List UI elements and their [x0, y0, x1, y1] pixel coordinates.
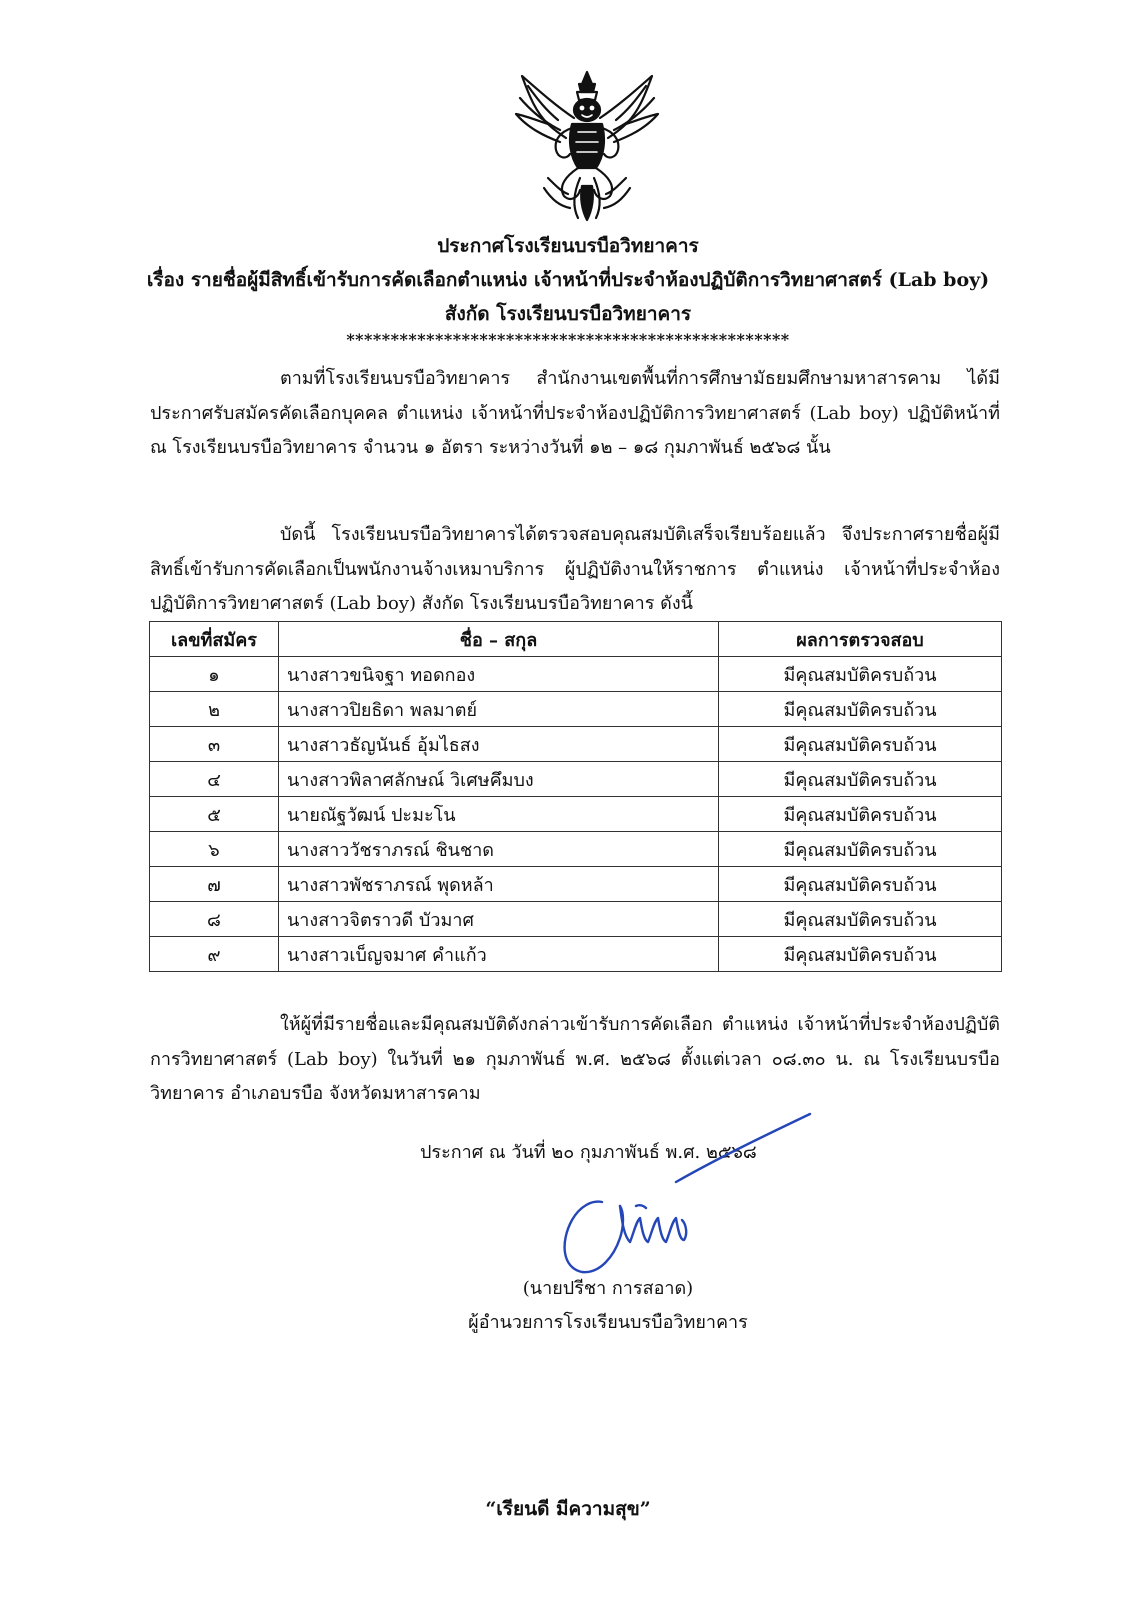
cell-name: นางสาวพิลาศลักษณ์ วิเศษคึมบง	[279, 762, 719, 797]
cell-no: ๑	[150, 657, 279, 692]
cell-no: ๕	[150, 797, 279, 832]
cell-name: นางสาวปิยธิดา พลมาตย์	[279, 692, 719, 727]
school-motto: “เรียนดี มีความสุข”	[485, 1498, 651, 1520]
signer-name: (นายปรีชา การสอาด)	[522, 1278, 694, 1299]
cell-result: มีคุณสมบัติครบถ้วน	[719, 797, 1002, 832]
announcement-date: ประกาศ ณ วันที่ ๒๐ กุมภาพันธ์ พ.ศ. ๒๕๖๘	[420, 1142, 757, 1163]
cell-no: ๒	[150, 692, 279, 727]
table-row	[150, 832, 1002, 867]
cell-name: นางสาวเบ็ญจมาศ คำแก้ว	[279, 937, 719, 972]
cell-name: นางสาวพัชราภรณ์ พุดหล้า	[279, 867, 719, 902]
header-application-no: เลขที่สมัคร	[150, 622, 279, 657]
cell-result: มีคุณสมบัติครบถ้วน	[719, 727, 1002, 762]
document-title: ประกาศโรงเรียนบรบือวิทยาคาร	[437, 235, 699, 257]
table-row	[150, 902, 1002, 937]
table-row	[150, 762, 1002, 797]
signature-icon	[548, 1108, 818, 1280]
cell-no: ๓	[150, 727, 279, 762]
table-header-row	[150, 622, 1002, 657]
document-subject: เรื่อง รายชื่อผู้มีสิทธิ์เข้ารับการคัดเลือกตำแหน่ง เจ้าหน้าที่ประจำห้องปฏิบัติการวิทยาศาสตร์ (Lab boy)	[146, 269, 990, 291]
cell-result: มีคุณสมบัติครบถ้วน	[719, 762, 1002, 797]
cell-name: นางสาววัชราภรณ์ ชินชาด	[279, 832, 719, 867]
cell-result: มีคุณสมบัติครบถ้วน	[719, 867, 1002, 902]
paragraph-instruction	[150, 1008, 1000, 1112]
cell-result: มีคุณสมบัติครบถ้วน	[719, 902, 1002, 937]
paragraph-result	[150, 518, 1000, 622]
separator-line: **************************************************	[346, 330, 790, 349]
cell-result: มีคุณสมบัติครบถ้วน	[719, 832, 1002, 867]
cell-no: ๘	[150, 902, 279, 937]
cell-name: นางสาวจิตราวดี บัวมาศ	[279, 902, 719, 937]
cell-no: ๔	[150, 762, 279, 797]
table-row	[150, 692, 1002, 727]
paragraph-1-text: ตามที่โรงเรียนบรบือวิทยาคาร สำนักงานเขตพื้นที่การศึกษามัธยมศึกษามหาสารคาม ได้มีประกาศรับสมัครคัดเลือกบุคคล ตำแหน่ง เจ้าหน้าที่ประจำห้องปฏิบัติการวิทยาศาสตร์ (Lab boy) ปฏิบัติหน้าที่ ณ โรงเรียนบรบือวิทยาคาร จำนวน ๑ อัตรา ระหว่างวันที่ ๑๒ – ๑๘ กุมภาพันธ์ ๒๕๖๘ นั้น	[150, 368, 1000, 458]
cell-no: ๗	[150, 867, 279, 902]
table-row	[150, 937, 1002, 972]
garuda-emblem-icon	[508, 68, 666, 224]
table-row	[150, 727, 1002, 762]
cell-name: นางสาวขนิจฐา ทอดกอง	[279, 657, 719, 692]
candidate-table	[149, 621, 1002, 972]
table-row	[150, 867, 1002, 902]
cell-no: ๙	[150, 937, 279, 972]
cell-result: มีคุณสมบัติครบถ้วน	[719, 937, 1002, 972]
paragraph-announcement	[150, 362, 1000, 466]
cell-name: นายณัฐวัฒน์ ปะมะโน	[279, 797, 719, 832]
cell-name: นางสาวธัญนันธ์ อุ้มไธสง	[279, 727, 719, 762]
table-row	[150, 797, 1002, 832]
paragraph-3-text: ให้ผู้ที่มีรายชื่อและมีคุณสมบัติดังกล่าวเข้ารับการคัดเลือก ตำแหน่ง เจ้าหน้าที่ประจำห้องปฏิบัติการวิทยาศาสตร์ (Lab boy) ในวันที่ ๒๑ กุมภาพันธ์ พ.ศ. ๒๕๖๘ ตั้งแต่เวลา ๐๘.๓๐ น. ณ โรงเรียนบรบือวิทยาคาร อำเภอบรบือ จังหวัดมหาสารคาม	[150, 1014, 1000, 1104]
signer-position: ผู้อำนวยการโรงเรียนบรบือวิทยาคาร	[468, 1312, 748, 1333]
cell-result: มีคุณสมบัติครบถ้วน	[719, 692, 1002, 727]
header-check-result: ผลการตรวจสอบ	[719, 622, 1002, 657]
header-full-name: ชื่อ – สกุล	[279, 622, 719, 657]
cell-result: มีคุณสมบัติครบถ้วน	[719, 657, 1002, 692]
document-affiliation: สังกัด โรงเรียนบรบือวิทยาคาร	[444, 303, 692, 325]
paragraph-2-text: บัดนี้ โรงเรียนบรบือวิทยาคารได้ตรวจสอบคุณสมบัติเสร็จเรียบร้อยแล้ว จึงประกาศรายชื่อผู้มีสิทธิ์เข้ารับการคัดเลือกเป็นพนักงานจ้างเหมาบริการ ผู้ปฏิบัติงานให้ราชการ ตำแหน่ง เจ้าหน้าที่ประจำห้องปฏิบัติการวิทยาศาสตร์ (Lab boy) สังกัด โรงเรียนบรบือวิทยาคาร ดังนี้	[150, 524, 1000, 614]
cell-no: ๖	[150, 832, 279, 867]
table-row	[150, 657, 1002, 692]
